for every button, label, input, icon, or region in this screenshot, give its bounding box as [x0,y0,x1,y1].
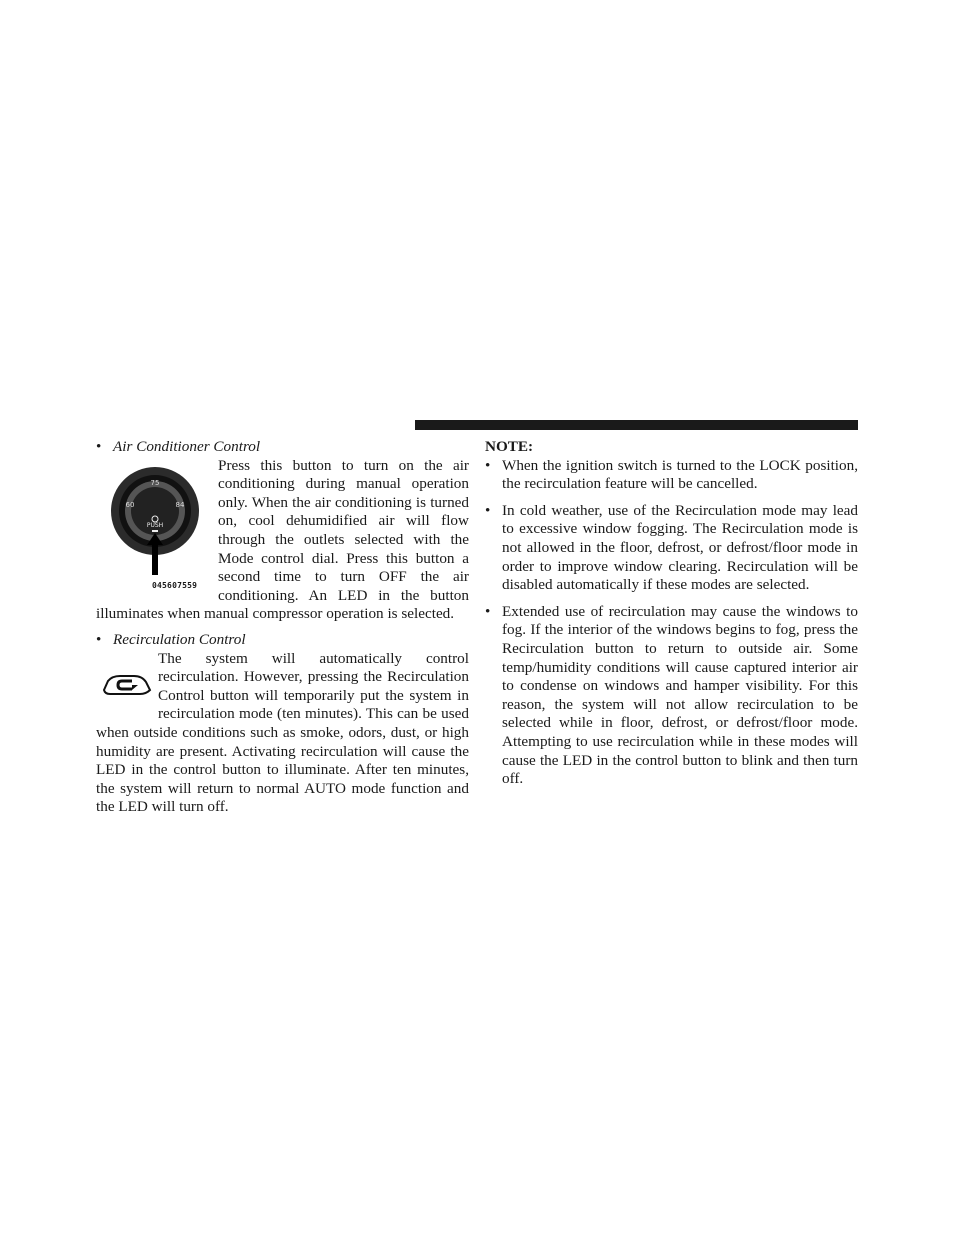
left-column [96,438,469,817]
dial-top-label: 75 [150,478,160,487]
ac-dial-icon [96,457,214,577]
note-text: Extended use of recirculation may cause the windows to fog. If the interior of the windows begins to fog, press the Recirculation button to return to outside air. Some temp/humidity conditions will cause captured interior air to condense on windows and hamper visibility. For this reason, the system will not allow recirculation to be selected while in floor, defrost, or defrost/floor mode. Attempting to use recirculation while in these modes will cause the LED in the control button to blink and then turn off. [502,602,858,788]
recirc-section [96,650,469,817]
bullet: • [96,630,102,648]
ac-body: Press this button to turn on the air conditioning during manual operation only. When the air conditioning is turned on, cool dehumidified air will flow through the outlets selected with the Mode control dial. Press this button a second time to turn OFF the air conditioning. An LED in the button illuminates when manual compressor operation is selected. [96,456,469,623]
dial-left-label: 60 [125,500,135,509]
ac-dial-figure [96,457,214,593]
recirc-heading [96,631,469,650]
recirc-figure [96,650,158,710]
note-item [485,457,858,494]
note-item [485,603,858,789]
dial-push-label: PUSH [146,521,164,529]
right-column [485,438,858,789]
note-label: NOTE: [485,438,534,455]
bullet: • [96,438,102,455]
bullet: • [485,602,491,620]
ac-heading [96,438,469,457]
ac-title: Air Conditioner Control [113,438,261,455]
header-rule [415,420,858,430]
recirc-title: Recirculation Control [113,630,246,648]
recirc-body: The system will automatically control recirculation. However, pressing the Recirculation Control button will temporarily put the system in recirculation mode (ten minutes). This can be used when outside conditions such as smoke, odors, dust, or high humidity are present. Activating recirculation will cause the LED in the control button to illuminate. After ten minutes, the system will return to normal AUTO mode function and the LED will turn off. [96,649,469,816]
bullet: • [485,456,491,474]
ac-section [96,457,469,624]
note-item [485,502,858,595]
figure-id: 045607559 [152,580,198,590]
bullet: • [485,501,491,519]
recirculation-icon [96,650,158,708]
note-text: When the ignition switch is turned to the LOCK position, the recirculation feature will be cancelled. [502,456,858,493]
note-text: In cold weather, use of the Recirculation mode may lead to excessive window fogging. The Recirculation mode is not allowed in the floor, defrost, or defrost/floor mode in order to improve window clearing. Recirculation will be disabled automatically if these modes are selected. [502,501,858,594]
dial-right-label: 84 [175,500,185,509]
